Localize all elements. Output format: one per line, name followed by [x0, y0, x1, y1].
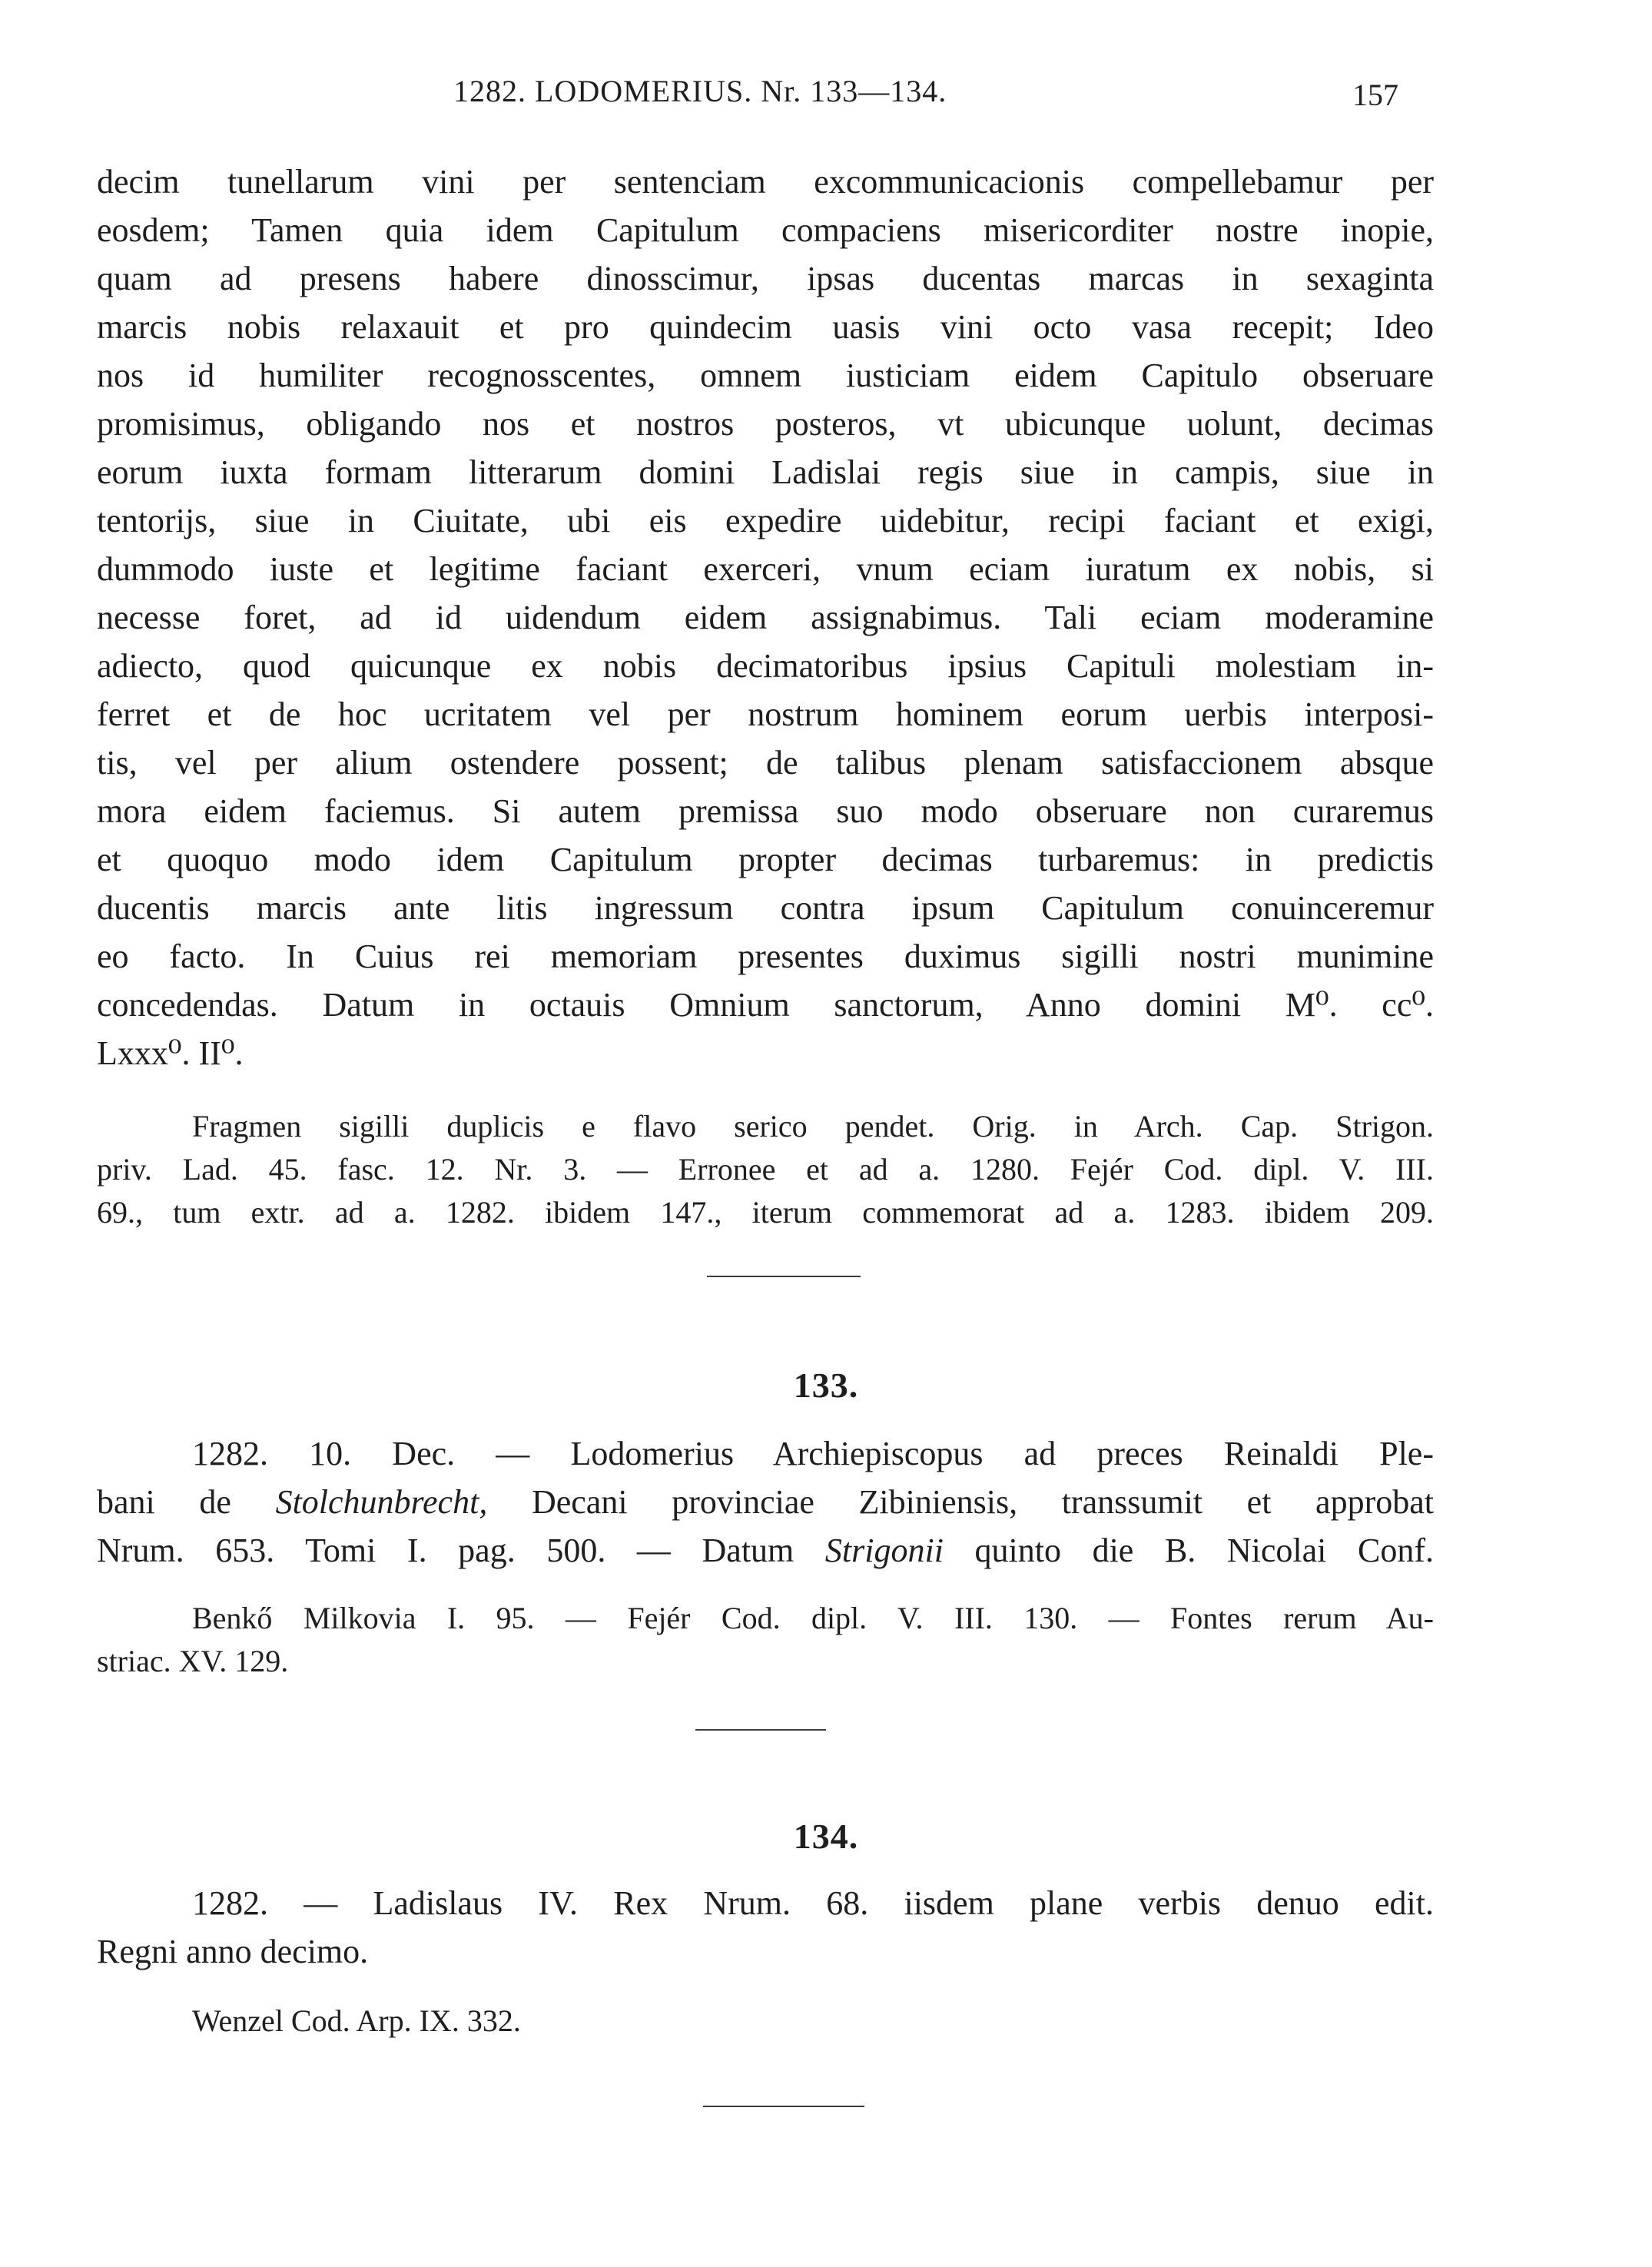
entry-text-segment: quinto die B. Nicolai Conf. — [943, 1532, 1435, 1569]
source-note-line: Fragmen sigilli duplicis e flavo serico pendet. Orig. in Arch. Cap. Strigon. — [192, 1109, 1434, 1143]
text-line: promisimus, obligando nos et nostros posteros, vt ubicunque uolunt, decimas — [97, 405, 1434, 443]
text-line: nos id humiliter recognosscentes, omnem iusticiam eidem Capitulo obseruare — [97, 357, 1434, 394]
text-line: decim tunellarum vini per sentenciam excommunicacionis compellebamur per — [97, 163, 1434, 201]
text-line: Lxxx⁰. II⁰. — [97, 1034, 244, 1072]
entry-text-line — [97, 1534, 1434, 1568]
text-line: tis, vel per alium ostendere possent; de talibus plenam satisfaccionem absque — [97, 744, 1434, 782]
running-head: 1282. LODOMERIUS. Nr. 133—134. — [453, 74, 947, 108]
place-name-italic: Stolchunbrecht, — [275, 1483, 488, 1521]
entry-text-line: Regni anno decimo. — [97, 1933, 369, 1970]
source-note-line: Benkő Milkovia I. 95. — Fejér Cod. dipl. V. III. 130. — Fontes rerum Au- — [192, 1601, 1434, 1635]
entry-text-segment: Nrum. 653. Tomi I. pag. 500. — Datum — [97, 1532, 825, 1569]
text-line: eosdem; Tamen quia idem Capitulum compaciens misericorditer nostre inopie, — [97, 211, 1434, 249]
text-line: concedendas. Datum in octauis Omnium sanctorum, Anno domini M⁰. cc⁰. — [97, 986, 1434, 1024]
text-line: marcis nobis relaxauit et pro quindecim uasis vini octo vasa recepit; Ideo — [97, 308, 1434, 346]
entry-text-segment: Decani provinciae Zibiniensis, transsumit et approbat — [487, 1483, 1434, 1521]
text-line: et quoquo modo idem Capitulum propter decimas turbaremus: in predictis — [97, 841, 1434, 878]
entry-text-line: 1282. 10. Dec. — Lodomerius Archiepiscopus ad preces Reinaldi Ple- — [192, 1435, 1434, 1472]
page-number: 157 — [1352, 78, 1398, 112]
source-note-line: Wenzel Cod. Arp. IX. 332. — [192, 2003, 521, 2038]
text-line: mora eidem faciemus. Si autem premissa suo modo obseruare non curaremus — [97, 792, 1434, 830]
source-note-line: 69., tum extr. ad a. 1282. ibidem 147., iterum commemorat ad a. 1283. ibidem 209. — [97, 1195, 1434, 1230]
text-line: eo facto. In Cuius rei memoriam presentes duximus sigilli nostri munimine — [97, 938, 1434, 975]
text-line: adiecto, quod quicunque ex nobis decimatoribus ipsius Capituli molestiam in- — [97, 647, 1434, 685]
section-divider — [695, 1729, 826, 1731]
text-line: necesse foret, ad id uidendum eidem assignabimus. Tali eciam moderamine — [97, 599, 1434, 636]
entry-number-133: 133. — [793, 1366, 859, 1405]
entry-text-segment: bani de — [97, 1483, 276, 1521]
text-line: dummodo iuste et legitime faciant exerceri, vnum eciam iuratum ex nobis, si — [97, 550, 1434, 588]
text-line: tentorijs, siue in Ciuitate, ubi eis expedire uidebitur, recipi faciant et exigi, — [97, 502, 1434, 539]
source-note-line: striac. XV. 129. — [97, 1644, 289, 1678]
entry-text-line: 1282. — Ladislaus IV. Rex Nrum. 68. iisdem plane verbis denuo edit. — [192, 1884, 1434, 1922]
source-note-line: priv. Lad. 45. fasc. 12. Nr. 3. — Erronee et ad a. 1280. Fejér Cod. dipl. V. III. — [97, 1152, 1434, 1187]
entry-text-line — [97, 1485, 1434, 1519]
text-line: eorum iuxta formam litterarum domini Ladislai regis siue in campis, siue in — [97, 453, 1434, 491]
text-line: quam ad presens habere dinosscimur, ipsas ducentas marcas in sexaginta — [97, 260, 1434, 297]
text-line: ferret et de hoc ucritatem vel per nostrum hominem eorum uerbis interposi- — [97, 695, 1434, 733]
entry-number-134: 134. — [793, 1817, 859, 1856]
section-divider — [703, 2106, 864, 2107]
section-divider — [707, 1276, 861, 1277]
place-name-italic: Strigonii — [824, 1532, 944, 1569]
text-line: ducentis marcis ante litis ingressum contra ipsum Capitulum conuinceremur — [97, 889, 1434, 927]
